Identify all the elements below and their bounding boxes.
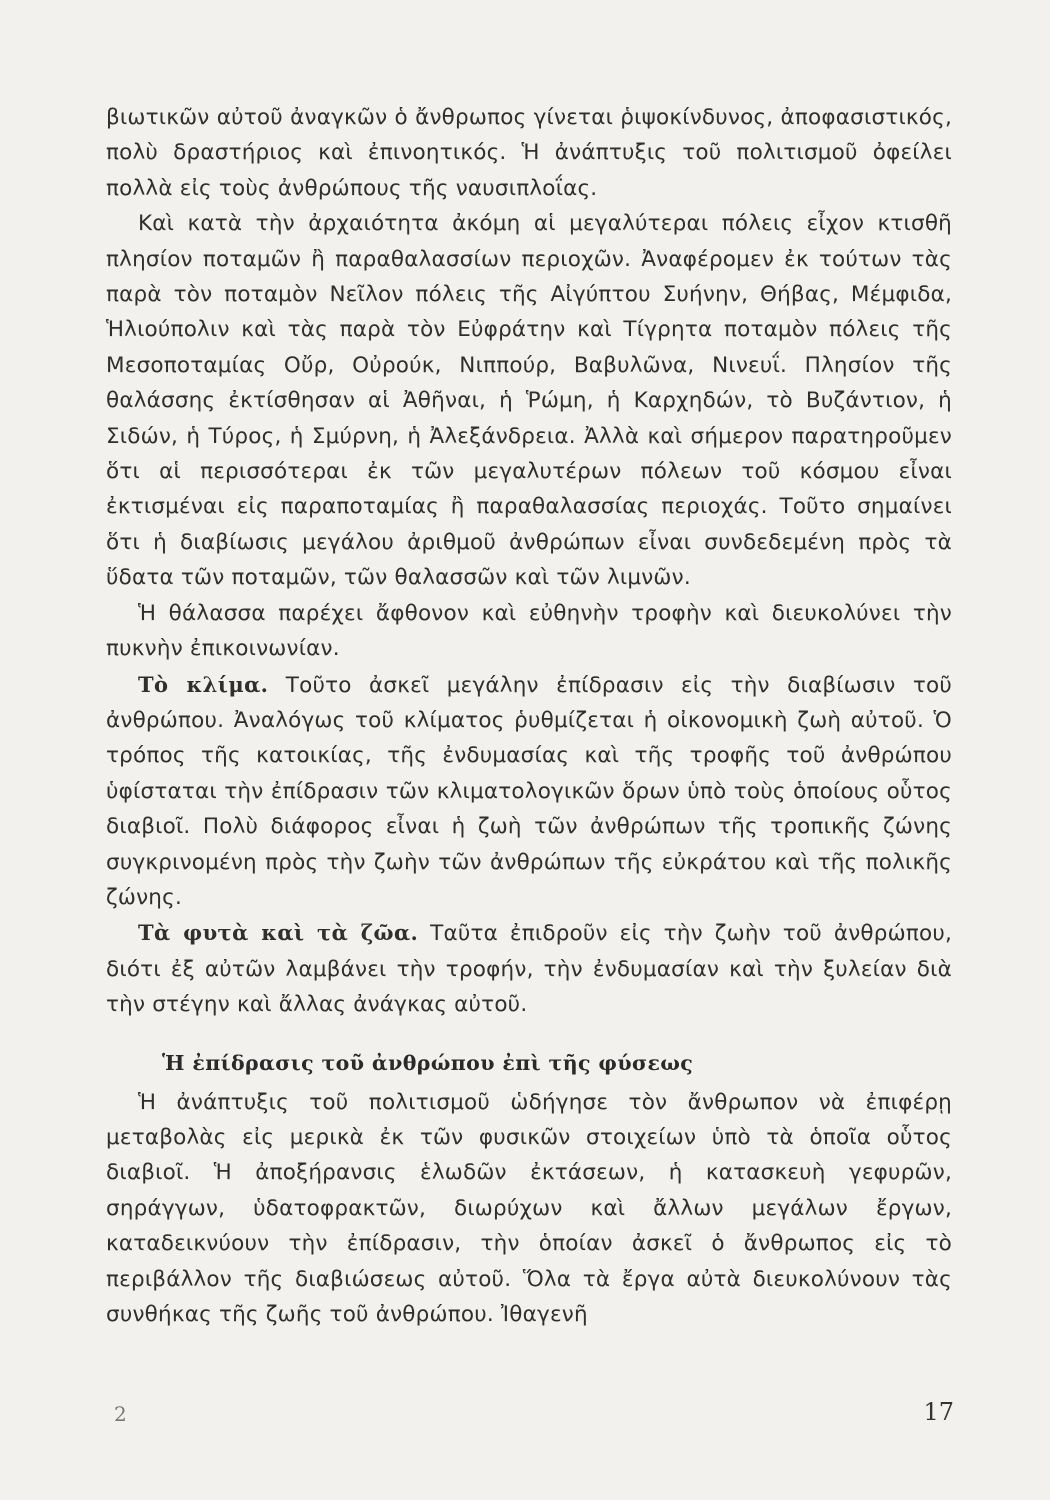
footer-signature-mark: 2	[114, 1402, 127, 1426]
paragraph-climate	[106, 667, 952, 916]
paragraph-3-text: Ἡ θάλασσα παρέχει ἄφθονον καὶ εὐθηνὴν τροφὴν καὶ διευκολύνει τὴν πυκνὴν ἐπικοινωνίαν.	[106, 600, 952, 662]
paragraph-plants-animals-text: Ταῦτα ἐπιδροῦν εἰς τὴν ζωὴν τοῦ ἀνθρώπου, διότι ἐξ αὐτῶν λαμβάνει τὴν τροφήν, τὴν ἐνδυμασίαν καὶ τὴν ξυλείαν διὰ τὴν στέγην καὶ ἄλλας ἀνάγκας αὐτοῦ.	[106, 921, 952, 1018]
section-paragraph-text: Ἡ ἀνάπτυξις τοῦ πολιτισμοῦ ὡδήγησε τὸν ἄνθρωπον νὰ ἐπιφέρῃ μεταβολὰς εἰς μερικὰ ἐκ τῶν φυσικῶν στοιχείων ὑπὸ τὰ ὁποῖα οὗτος διαβιοῖ. Ἡ ἀποξήρανσις ἑλωδῶν ἐκτάσεων, ἡ κατασκευὴ γεφυρῶν, σηράγγων, ὑδατοφρακτῶν, διωρύχων καὶ ἄλλων μεγάλων ἔργων, καταδεικνύουν τὴν ἐπίδρασιν, τὴν ὁποίαν ἀσκεῖ ὁ ἄνθρωπος εἰς τὸ περιβάλλον τῆς διαβιώσεως αὐτοῦ. Ὅλα τὰ ἔργα αὐτὰ διευκολύνουν τὰς συνθήκας τῆς ζωῆς τοῦ ἀνθρώπου. Ἰθαγενῆ	[106, 1089, 952, 1327]
paragraph-plants-animals	[106, 915, 952, 1022]
paragraph-plants-animals-heading: Τὰ φυτὰ καὶ τὰ ζῶα.	[138, 920, 419, 946]
page-body	[106, 100, 952, 1332]
section-heading: Ἡ ἐπίδρασις τοῦ ἀνθρώπου ἐπὶ τῆς φύσεως	[162, 1050, 694, 1075]
paragraph-3	[106, 596, 952, 667]
page-number: 17	[923, 1398, 954, 1426]
paragraph-2-text: Καὶ κατὰ τὴν ἀρχαιότητα ἀκόμη αἱ μεγαλύτεραι πόλεις εἶχον κτισθῆ πλησίον ποταμῶν ἢ παραθαλασσίων περιοχῶν. Ἀναφέρομεν ἐκ τούτων τὰς παρὰ τὸν ποταμὸν Νεῖλον πόλεις τῆς Αἰγύπτου Συήνην, Θήβας, Μέμφιδα, Ἡλιούπολιν καὶ τὰς παρὰ τὸν Εὐφράτην καὶ Τίγρητα ποταμὸν πόλεις τῆς Μεσοποταμίας Οὔρ, Οὐρούκ, Νιππούρ, Βαβυλῶνα, Νινευΐ. Πλησίον τῆς θαλάσσης ἐκτίσθησαν αἱ Ἀθῆναι, ἡ Ῥώμη, ἡ Καρχηδών, τὸ Βυζάντιον, ἡ Σιδών, ἡ Τύρος, ἡ Σμύρνη, ἡ Ἀλεξάνδρεια. Ἀλλὰ καὶ σήμερον παρατηροῦμεν ὅτι αἱ περισσότεραι ἐκ τῶν μεγαλυτέρων πόλεων τοῦ κόσμου εἶναι ἐκτισμέναι εἰς παραποταμίας ἢ παραθαλασσίας περιοχάς. Τοῦτο σημαίνει ὅτι ἡ διαβίωσις μεγάλου ἀριθμοῦ ἀνθρώπων εἶναι συνδεδεμένη πρὸς τὰ ὕδατα τῶν ποταμῶν, τῶν θαλασσῶν καὶ τῶν λιμνῶν.	[106, 211, 952, 591]
paragraph-1-text: βιωτικῶν αὐτοῦ ἀναγκῶν ὁ ἄνθρωπος γίνεται ῥιψοκίνδυνος, ἀποφασιστικός, πολὺ δραστήριος καὶ ἐπινοητικός. Ἡ ἀνάπτυξις τοῦ πολιτισμοῦ ὀφείλει πολλὰ εἰς τοὺς ἀνθρώπους τῆς ναυσιπλοΐας.	[106, 105, 952, 201]
paragraph-1	[106, 100, 952, 206]
paragraph-2	[106, 206, 952, 595]
paragraph-climate-text: Τοῦτο ἀσκεῖ μεγάλην ἐπίδρασιν εἰς τὴν διαβίωσιν τοῦ ἀνθρώπου. Ἀναλόγως τοῦ κλίματος ῥυθμίζεται ἡ οἰκονομικὴ ζωὴ αὐτοῦ. Ὁ τρόπος τῆς κατοικίας, τῆς ἐνδυμασίας καὶ τῆς τροφῆς τοῦ ἀνθρώπου ὑφίσταται τὴν ἐπίδρασιν τῶν κλιματολογικῶν ὅρων ὑπὸ τοὺς ὁποίους οὗτος διαβιοῖ. Πολὺ διάφορος εἶναι ἡ ζωὴ τῶν ἀνθρώπων τῆς τροπικῆς ζώνης συγκρινομένη πρὸς τὴν ζωὴν τῶν ἀνθρώπων τῆς εὐκράτου καὶ τῆς πολικῆς ζώνης.	[106, 672, 953, 910]
section-paragraph	[106, 1085, 952, 1333]
paragraph-climate-heading: Τὸ κλίμα.	[138, 671, 269, 697]
